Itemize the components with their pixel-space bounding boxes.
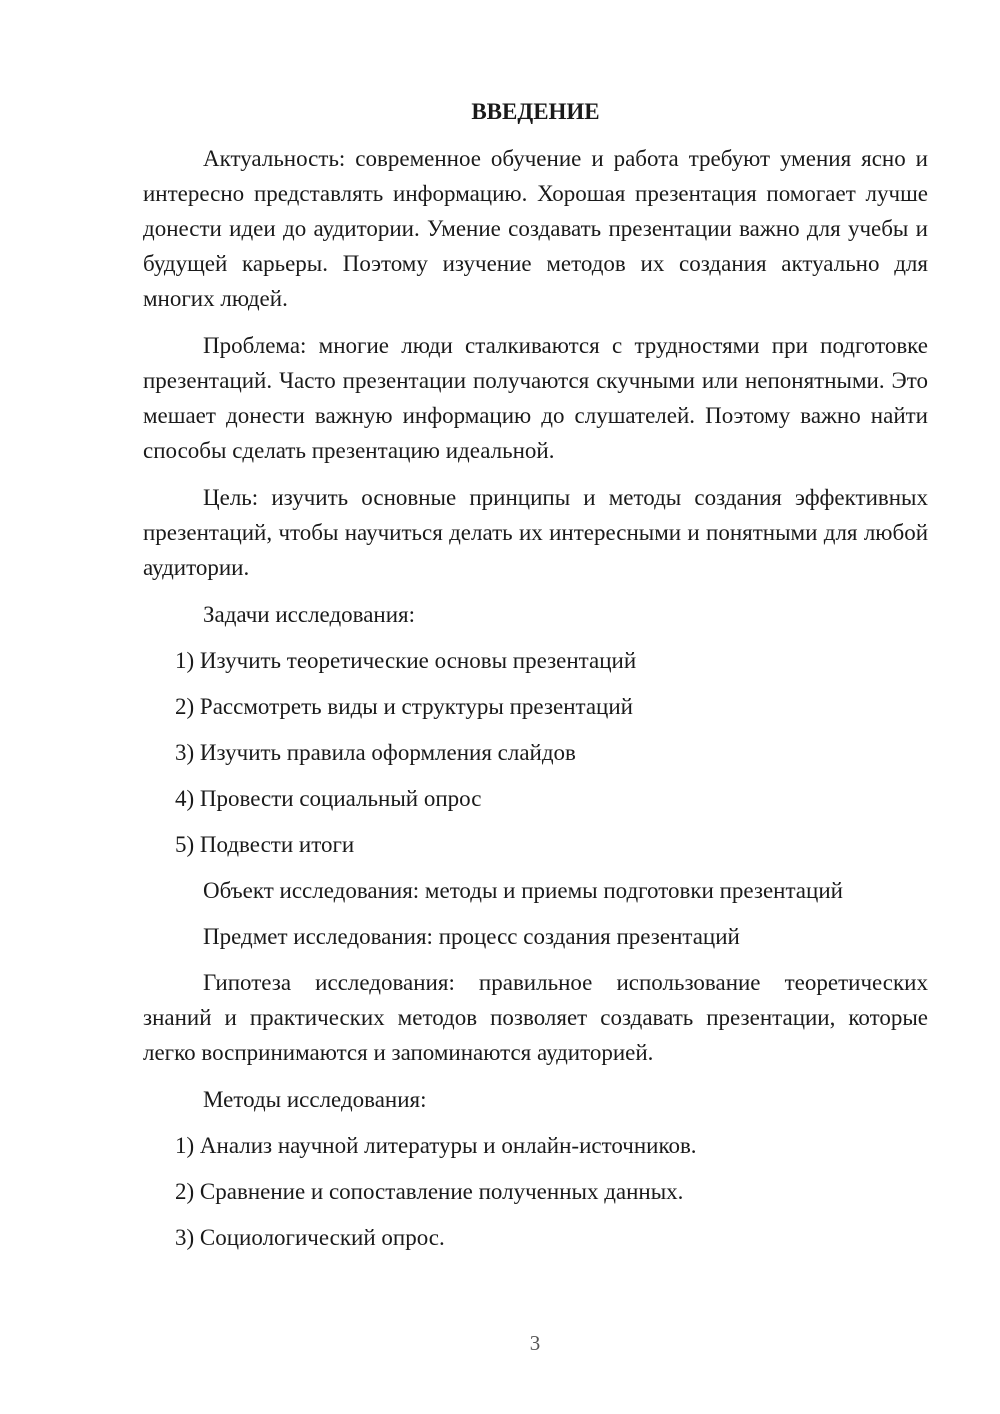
- methods-list: [143, 1128, 928, 1255]
- method-item: 3) Социологический опрос.: [175, 1225, 445, 1250]
- goal-paragraph: Цель: изучить основные принципы и методы создания эффективных презентаций, чтобы научиться делать их интересными и понятными для любой аудитории.: [143, 485, 928, 580]
- task-item: 1) Изучить теоретические основы презентаций: [175, 648, 637, 673]
- problem-paragraph: Проблема: многие люди сталкиваются с трудностями при подготовке презентаций. Часто презентации получаются скучными или непонятными. Это мешает донести важную информацию до слушателей. Поэтому важно найти способы сделать презентацию идеальной.: [143, 333, 928, 463]
- methods-heading: Методы исследования:: [203, 1087, 427, 1112]
- task-item: 5) Подвести итоги: [175, 832, 355, 857]
- page-number: 3: [529, 1331, 541, 1355]
- task-item: 4) Провести социальный опрос: [175, 786, 482, 811]
- method-item: 2) Сравнение и сопоставление полученных данных.: [175, 1179, 684, 1204]
- tasks-list: [143, 643, 928, 862]
- task-item: 3) Изучить правила оформления слайдов: [175, 740, 576, 765]
- hypothesis-paragraph: Гипотеза исследования: правильное использование теоретических знаний и практических методов позволяет создавать презентации, которые легко воспринимаются и запоминаются аудиторией.: [143, 970, 928, 1065]
- object-line: Объект исследования: методы и приемы подготовки презентаций: [203, 878, 843, 903]
- relevance-paragraph: Актуальность: современное обучение и работа требуют умения ясно и интересно представлять информацию. Хорошая презентация помогает лучше донести идеи до аудитории. Умение создавать презентации важно для учебы и будущей карьеры. Поэтому изучение методов их создания актуально для многих людей.: [143, 146, 928, 311]
- task-item: 2) Рассмотреть виды и структуры презентаций: [175, 694, 633, 719]
- section-title: ВВЕДЕНИЕ: [471, 99, 600, 124]
- subject-line: Предмет исследования: процесс создания презентаций: [203, 924, 740, 949]
- tasks-heading: Задачи исследования:: [203, 602, 416, 627]
- method-item: 1) Анализ научной литературы и онлайн-источников.: [175, 1133, 697, 1158]
- document-body: [143, 94, 928, 1266]
